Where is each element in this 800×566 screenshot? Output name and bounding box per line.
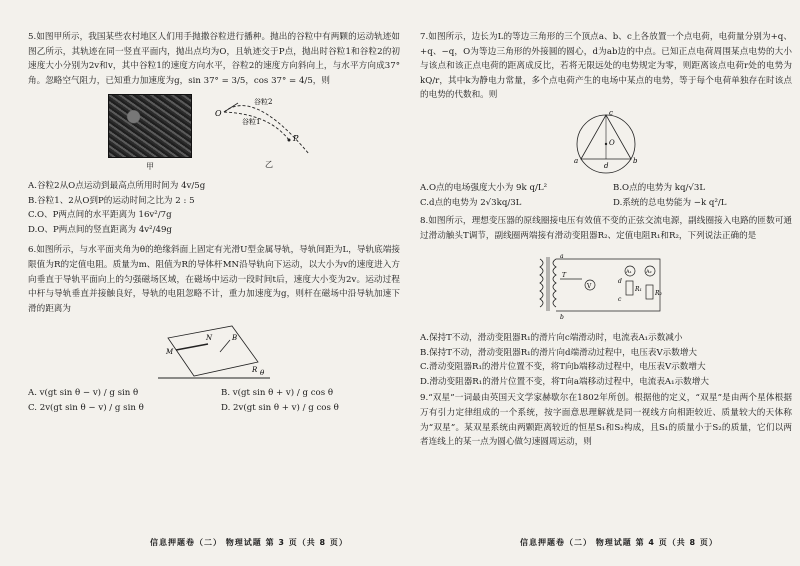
question-8-option-a: A.保持T不动，滑动变阻器R₁的滑片向c端滑动时，电流表A₁示数减小 (420, 332, 683, 343)
secondary-coil (553, 259, 556, 307)
label-r1: R₁ (635, 286, 642, 294)
question-7-options-row-2 (420, 196, 792, 211)
figure-jia-caption: 甲 (146, 162, 154, 172)
question-8-figure (530, 249, 792, 327)
label-a1: A₁ (626, 269, 632, 276)
question-5-option-b: B.谷粒1、2从O到P的运动时间之比为 2 : 5 (28, 195, 195, 206)
question-6-stem: 6.如图所示，与水平面夹角为θ的绝缘斜面上固定有光滑U型金属导轨，导轨间距为L，导轨底端接限值为R的定值电阻。质量为m、阻值为R的导体杆MN沿导轨向下运动，以大小为v的速度进入方向垂直于导轨平面向上的匀强磁场区域，在磁场中运动一段时间t后，速度大小变为2v。运动过程中杆与导轨垂直并接触良好，导轨的电阻忽略不计，重力加速度为g，则杆在磁场中沿导轨加速下滑的距离为 (28, 245, 400, 314)
primary-coil (540, 259, 543, 307)
sowing-photo (108, 94, 192, 158)
transformer-circuit-diagram (530, 249, 670, 321)
center-o-label: O (609, 138, 615, 147)
label-theta: θ (260, 369, 265, 378)
rail-frame (168, 326, 258, 376)
label-a: a (560, 253, 564, 261)
triangle-circle-diagram (563, 107, 649, 177)
grain1-trajectory (224, 112, 289, 140)
right-page (420, 30, 792, 540)
right-page-footer: 信息押题卷（二） 物理试题 第 4 页（共 8 页） (520, 538, 718, 547)
point-p-label: P (293, 134, 299, 144)
label-b: b (560, 314, 564, 322)
vertex-c-label: c (609, 108, 613, 117)
label-b: B (232, 334, 238, 343)
label-d: d (618, 278, 622, 286)
figure-jia (108, 94, 192, 175)
question-7-option-b: B.O点的电势为 kq/√3L (613, 182, 706, 193)
question-8-option-b: B.保持T不动，滑动变阻器R₁的滑片向d端滑动过程中，电压表V示数增大 (420, 347, 698, 358)
question-6-figure (28, 320, 400, 382)
question-7-stem: 7.如图所示，边长为L的等边三角形的三个顶点a、b、c上各放置一个点电荷，电荷量分别为+q、+q、−q，O为等边三角形的外接圆的圆心，d为ab边的中点。已知正点电荷周围某点电势的大小与该点和该正点电荷的距离成反比，若将无限远处的电势规定为零，则距离该点电荷r处的电势为 kQ/r，其中k为静电力常量，多个点电荷产生的电场中某点的电势，等于每个电荷单独存在时该点的电势的代数和。则 (420, 32, 792, 101)
question-5-stem: 5.如图甲所示，我国某些农村地区人们用手抛撒谷粒进行播种。抛出的谷粒中有两颗的运动轨迹如图乙所示，其轨迹在同一竖直平面内，抛出点均为O，且轨迹交于P点，抛出时谷粒1和谷粒2的初速度大小分别为2v和v，其中谷粒1的速度方向水平，谷粒2的速度方向斜向上，与水平方向成37°角。忽略空气阻力，已知重力加速度为g，sin 37° = 3/5，cos 37° = 4/5，则 (28, 32, 400, 86)
question-7-figure (420, 107, 792, 177)
trajectory-diagram (214, 94, 324, 156)
question-6-option-d: D. 2v(gt sin θ + v) / g cos θ (221, 402, 339, 413)
question-6-options-row-1 (28, 386, 400, 401)
label-c: c (618, 296, 622, 304)
question-5-option-d: D.O、P两点间的竖直距离为 4v²/49g (28, 224, 172, 235)
label-a2: A₂ (646, 269, 652, 276)
question-7-options-row-1 (420, 181, 792, 196)
grain2-label: 谷粒2 (254, 98, 273, 107)
figure-yi (214, 94, 324, 173)
rod-mn (176, 344, 208, 350)
resistor-r1-symbol (626, 281, 633, 295)
question-7-option-d: D.系统的总电势能为 −k q²/L (613, 197, 727, 208)
magnetic-field-arrow (220, 340, 230, 352)
point-o-label: O (215, 109, 222, 119)
question-7-option-c: C.d点的电势为 2√3kq/3L (420, 197, 522, 208)
question-5-option-a: A.谷粒2从O点运动到最高点所用时间为 4v/5g (28, 180, 206, 191)
question-5-figures (108, 94, 400, 175)
left-page-footer: 信息押题卷（二） 物理试题 第 3 页（共 8 页） (150, 538, 348, 547)
question-6-options-row-2 (28, 401, 400, 416)
question-8-option-c: C.滑动变阻器R₁的滑片位置不变，将T向b端移动过程中，电压表V示数增大 (420, 362, 706, 373)
question-9-stem: 9.“双星”一词最由英国天文学家赫歇尔在1802年所创。根据他的定义，“双星”是由两个星体根据万有引力定律组成的一个系统，按字面意思理解就是同一视线方向相距较近、质量较大的天体称为“双星”。某双星系统由两颗距离较近的恒星S₁和S₂构成，且S₁的质量小于S₂的质量，它们以两者连线上的某一点为圆心做匀速圆周运动，则 (420, 393, 792, 448)
vertex-a-label: a (574, 156, 579, 165)
question-8-option-d: D.滑动变阻器R₁的滑片位置不变，将T向a端移动过程中，电流表A₁示数增大 (420, 376, 709, 387)
left-page (28, 30, 400, 540)
question-6-option-a: A. v(gt sin θ − v) / g sin θ (28, 388, 139, 399)
label-v: V (587, 283, 592, 291)
initial-velocity-arrow (224, 103, 238, 112)
question-6-option-b: B. v(gt sin θ + v) / g cos θ (221, 388, 334, 399)
label-r2: R₂ (655, 290, 662, 298)
figure-yi-caption: 乙 (265, 160, 273, 170)
label-t: T (562, 272, 567, 280)
grain1-label: 谷粒1 (242, 118, 261, 127)
top-wire (556, 259, 660, 311)
midpoint-d-label: d (604, 161, 609, 170)
point-p-marker (288, 139, 291, 142)
question-5-option-c: C.O、P两点间的水平距离为 16v²/7g (28, 210, 172, 221)
label-n: N (206, 334, 213, 343)
vertex-b-label: b (633, 156, 638, 165)
resistor-r2-symbol (646, 285, 653, 299)
question-8-stem: 8.如图所示，理想变压器的原线圈接电压有效值不变的正弦交流电源，副线圈接入电路的匝数可通过滑动触头T调节，副线圈两端接有滑动变阻器R₂、定值电阻R₁和R₂，下列说法正确的是 (420, 216, 792, 241)
question-7-option-a: A.O点的电场强度大小为 9k q/L² (420, 182, 548, 193)
label-m: M (166, 348, 174, 357)
question-6-option-c: C. 2v(gt sin θ − v) / g sin θ (28, 402, 144, 413)
incline-rail-diagram (154, 320, 274, 382)
label-r: R (252, 366, 258, 375)
